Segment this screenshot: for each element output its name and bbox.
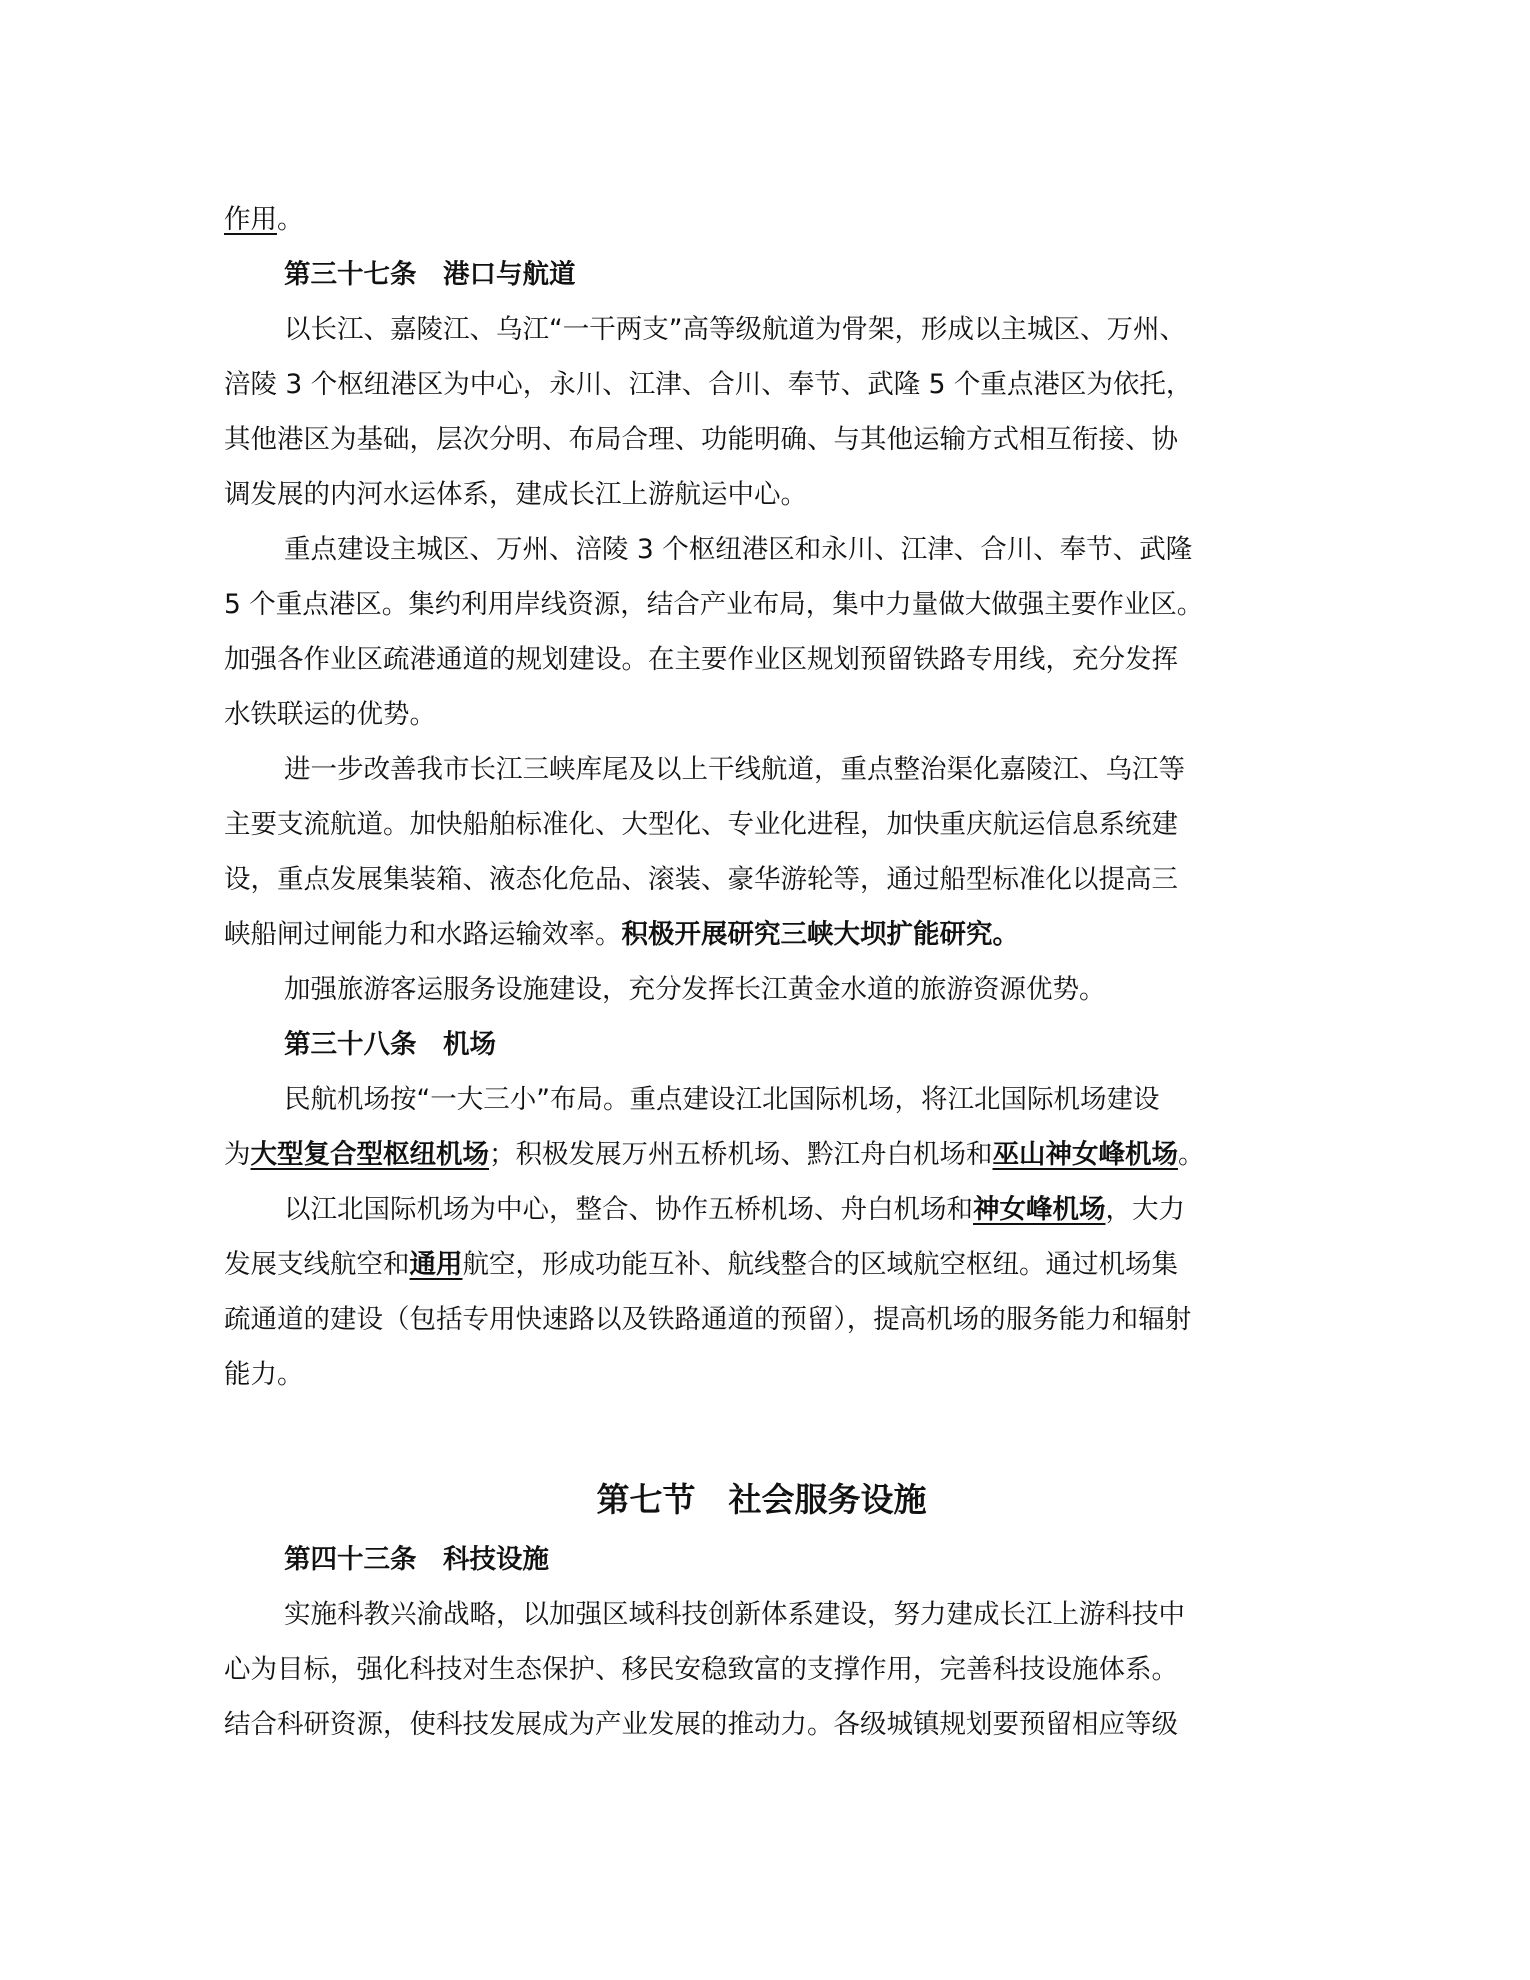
paragraph-tourism — [224, 962, 1299, 1017]
text-run: 为 — [224, 1139, 251, 1170]
text-run: 。 — [277, 204, 304, 235]
text-line: 重点建设主城区、万州、涪陵 3 个枢纽港区和永川、江津、合川、奉节、武隆 — [284, 534, 1193, 565]
text-line: 其他港区为基础，层次分明、布局合理、功能明确、与其他运输方式相互衔接、协 — [224, 424, 1178, 455]
article-43-heading: 第四十三条 科技设施 — [284, 1544, 549, 1575]
section-7-title: 第七节 社会服务设施 — [596, 1480, 927, 1519]
text-line: 加强各作业区疏港通道的规划建设。在主要作业区规划预留铁路专用线，充分发挥 — [224, 644, 1178, 675]
text-line: 主要支流航道。加快船舶标准化、大型化、专业化进程，加快重庆航运信息系统建 — [224, 809, 1178, 840]
text-line: 调发展的内河水运体系，建成长江上游航运中心。 — [224, 479, 807, 510]
text-line: 涪陵 3 个枢纽港区为中心，永川、江津、合川、奉节、武隆 5 个重点港区为依托， — [224, 369, 1193, 400]
text-line: 实施科教兴渝战略，以加强区域科技创新体系建设，努力建成长江上游科技中 — [284, 1599, 1185, 1630]
text-run: 航空，形成功能互补、航线整合的区域航空枢纽。通过机场集 — [462, 1249, 1178, 1280]
paragraph-ports-waterways — [224, 302, 1299, 522]
article-37-heading: 第三十七条 港口与航道 — [284, 259, 576, 290]
bold-underlined-text: 通用 — [409, 1249, 463, 1280]
text-line — [224, 907, 1299, 962]
text-line: 心为目标，强化科技对生态保护、移民安稳致富的支撑作用，完善科技设施体系。 — [224, 1654, 1178, 1685]
text-run: 发展支线航空和 — [224, 1249, 410, 1280]
bold-underlined-text: 巫山神女峰机场 — [992, 1139, 1178, 1170]
paragraph-key-ports — [224, 522, 1299, 742]
text-run: 峡船闸过闸能力和水路运输效率。 — [224, 919, 622, 950]
text-line: 设，重点发展集装箱、液态化危品、滚装、豪华游轮等，通过船型标准化以提高三 — [224, 864, 1178, 895]
text-line: 5 个重点港区。集约利用岸线资源，结合产业布局，集中力量做大做强主要作业区。 — [224, 589, 1204, 620]
text-line: 疏通道的建设（包括专用快速路以及铁路通道的预留），提高机场的服务能力和辐射 — [224, 1304, 1192, 1335]
paragraph-airport-layout — [224, 1072, 1299, 1182]
text-run: ；积极发展万州五桥机场、黔江舟白机场和 — [489, 1139, 993, 1170]
document-page — [224, 192, 1299, 1752]
text-line — [224, 1237, 1299, 1292]
text-line: 以长江、嘉陵江、乌江“一干两支”高等级航道为骨架，形成以主城区、万州、 — [284, 314, 1186, 345]
bold-underlined-text: 大型复合型枢纽机场 — [250, 1139, 489, 1170]
bold-underlined-text: 神女峰机场 — [973, 1194, 1106, 1225]
text-run: ，大力 — [1105, 1194, 1185, 1225]
paragraph-airport-hub — [224, 1182, 1299, 1402]
paragraph-tech-facilities — [224, 1587, 1299, 1752]
underlined-text: 作用 — [224, 204, 277, 235]
text-line: 结合科研资源，使科技发展成为产业发展的推动力。各级城镇规划要预留相应等级 — [224, 1709, 1178, 1740]
paragraph-waterway-improvement — [224, 742, 1299, 962]
text-line: 水铁联运的优势。 — [224, 699, 436, 730]
text-line — [224, 1182, 1299, 1237]
text-line: 加强旅游客运服务设施建设，充分发挥长江黄金水道的旅游资源优势。 — [284, 974, 1106, 1005]
paragraph-continuation — [224, 192, 1299, 247]
bold-text: 积极开展研究三峡大坝扩能研究。 — [621, 919, 1019, 950]
text-run: 以江北国际机场为中心，整合、协作五桥机场、舟白机场和 — [284, 1194, 973, 1225]
text-run: 。 — [1178, 1139, 1205, 1170]
text-line: 进一步改善我市长江三峡库尾及以上干线航道，重点整治渠化嘉陵江、乌江等 — [284, 754, 1185, 785]
text-line — [224, 1127, 1299, 1182]
article-38-heading: 第三十八条 机场 — [284, 1029, 496, 1060]
text-line: 能力。 — [224, 1359, 304, 1390]
text-line: 民航机场按“一大三小”布局。重点建设江北国际机场，将江北国际机场建设 — [284, 1084, 1160, 1115]
